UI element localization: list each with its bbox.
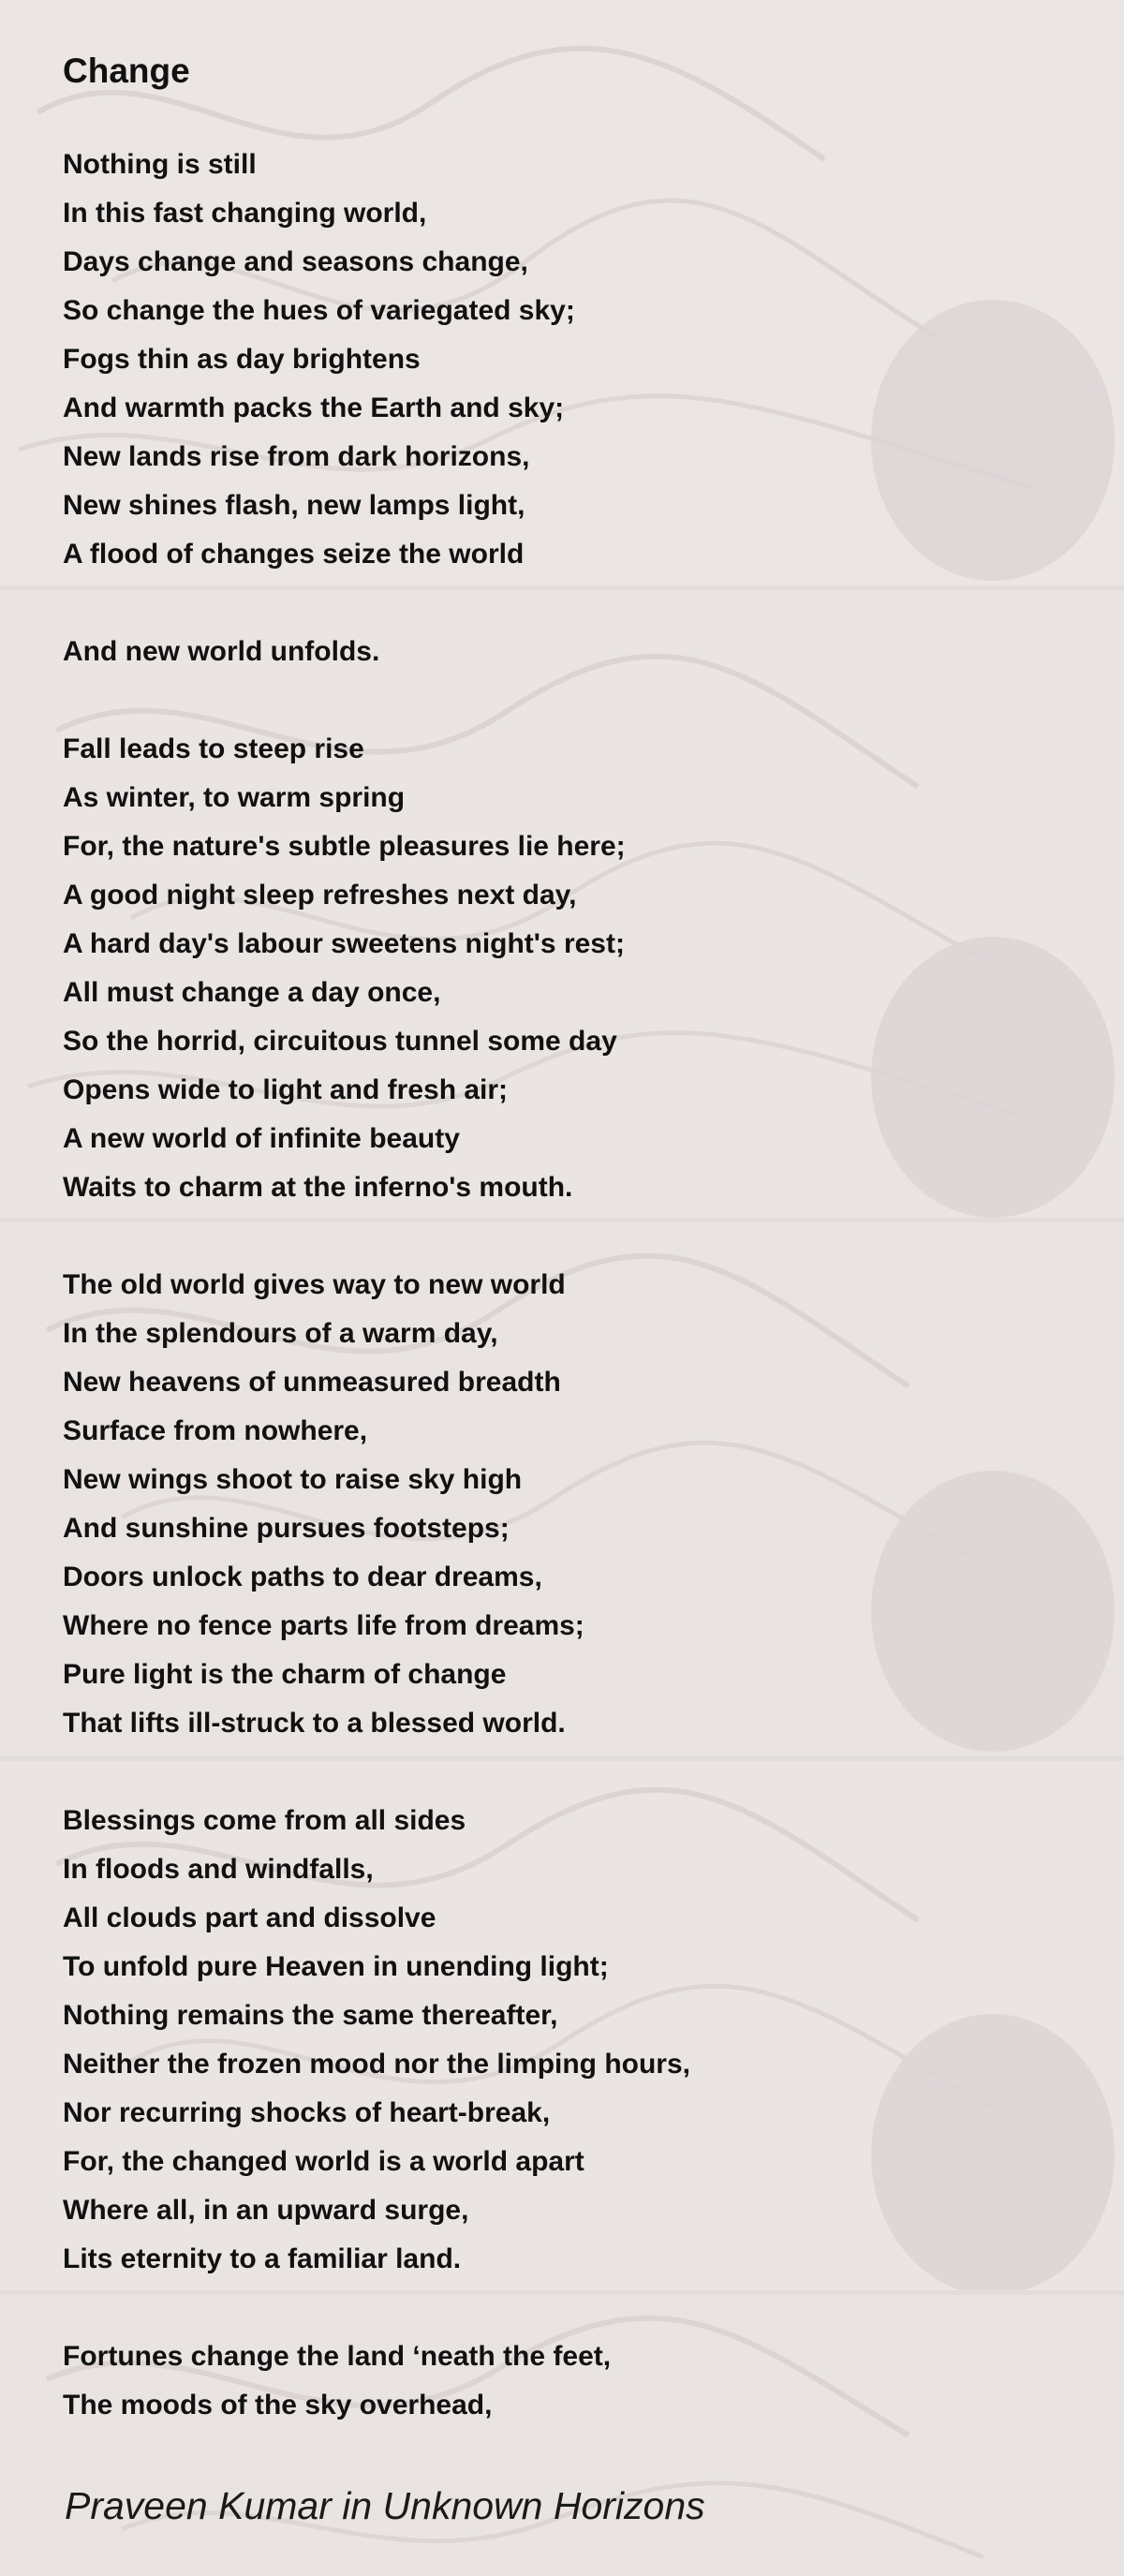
poem-line: And warmth packs the Earth and sky; bbox=[63, 392, 565, 423]
poem-line: That lifts ill-struck to a blessed world. bbox=[63, 1708, 566, 1739]
poem-line: A good night sleep refreshes next day, bbox=[63, 880, 577, 910]
poem-line: So change the hues of variegated sky; bbox=[63, 295, 575, 326]
poem-line: In this fast changing world, bbox=[63, 198, 427, 229]
poem-line: New heavens of unmeasured breadth bbox=[63, 1367, 561, 1398]
poem-line: Nothing remains the same thereafter, bbox=[63, 2000, 558, 2031]
poem-line: All must change a day once, bbox=[63, 977, 441, 1008]
poem-line: New wings shoot to raise sky high bbox=[63, 1464, 523, 1495]
poem-line: A hard day's labour sweetens night's rest; bbox=[63, 928, 625, 959]
poem-line: So the horrid, circuitous tunnel some day bbox=[63, 1026, 617, 1057]
poem-line: The moods of the sky overhead, bbox=[63, 2390, 493, 2421]
poem-line: Neither the frozen mood nor the limping hours, bbox=[63, 2049, 691, 2080]
poem-line: For, the changed world is a world apart bbox=[63, 2146, 584, 2177]
poem-line: To unfold pure Heaven in unending light; bbox=[63, 1951, 609, 1982]
poem-line: Fogs thin as day brightens bbox=[63, 344, 421, 375]
poem-line: Nor recurring shocks of heart-break, bbox=[63, 2097, 551, 2128]
poem-line: Where no fence parts life from dreams; bbox=[63, 1610, 584, 1641]
poem-line: Waits to charm at the inferno's mouth. bbox=[63, 1172, 573, 1203]
poem-line: New lands rise from dark horizons, bbox=[63, 441, 530, 472]
stanza-3 bbox=[63, 725, 999, 1212]
poem-line: Fortunes change the land ‘neath the feet, bbox=[63, 2341, 612, 2372]
poem-line: The old world gives way to new world bbox=[63, 1269, 566, 1300]
poem-line: A new world of infinite beauty bbox=[63, 1123, 460, 1154]
poem-title: Change bbox=[63, 52, 190, 90]
stanza-6 bbox=[63, 2332, 999, 2430]
poem-line: In floods and windfalls, bbox=[63, 1854, 374, 1885]
poem-line: Blessings come from all sides bbox=[63, 1805, 466, 1836]
poem-line: And sunshine pursues footsteps; bbox=[63, 1513, 510, 1544]
poem-line: In the splendours of a warm day, bbox=[63, 1318, 498, 1349]
poem-line: All clouds part and dissolve bbox=[63, 1902, 436, 1933]
poem-line: Where all, in an upward surge, bbox=[63, 2195, 469, 2226]
stanza-5 bbox=[63, 1797, 999, 2284]
stanza-2 bbox=[63, 628, 999, 676]
poem-line: Days change and seasons change, bbox=[63, 246, 528, 277]
stanza-4 bbox=[63, 1261, 999, 1748]
poem-line: Pure light is the charm of change bbox=[63, 1659, 507, 1690]
poem-line: Fall leads to steep rise bbox=[63, 733, 364, 764]
author-line: Praveen Kumar in Unknown Horizons bbox=[65, 2484, 705, 2527]
poem-body bbox=[63, 141, 999, 2479]
poem-line: Surface from nowhere, bbox=[63, 1415, 368, 1446]
poem-line: A flood of changes seize the world bbox=[63, 539, 525, 570]
poem-line: For, the nature's subtle pleasures lie here; bbox=[63, 831, 626, 862]
poem-line: Opens wide to light and fresh air; bbox=[63, 1074, 509, 1105]
poem-line: New shines flash, new lamps light, bbox=[63, 490, 525, 521]
poem-line: Lits eternity to a familiar land. bbox=[63, 2243, 462, 2274]
poem-line: And new world unfolds. bbox=[63, 636, 380, 667]
stanza-1 bbox=[63, 141, 999, 579]
poem-line: Nothing is still bbox=[63, 149, 257, 180]
poem-line: As winter, to warm spring bbox=[63, 782, 406, 813]
poem-line: Doors unlock paths to dear dreams, bbox=[63, 1562, 542, 1592]
